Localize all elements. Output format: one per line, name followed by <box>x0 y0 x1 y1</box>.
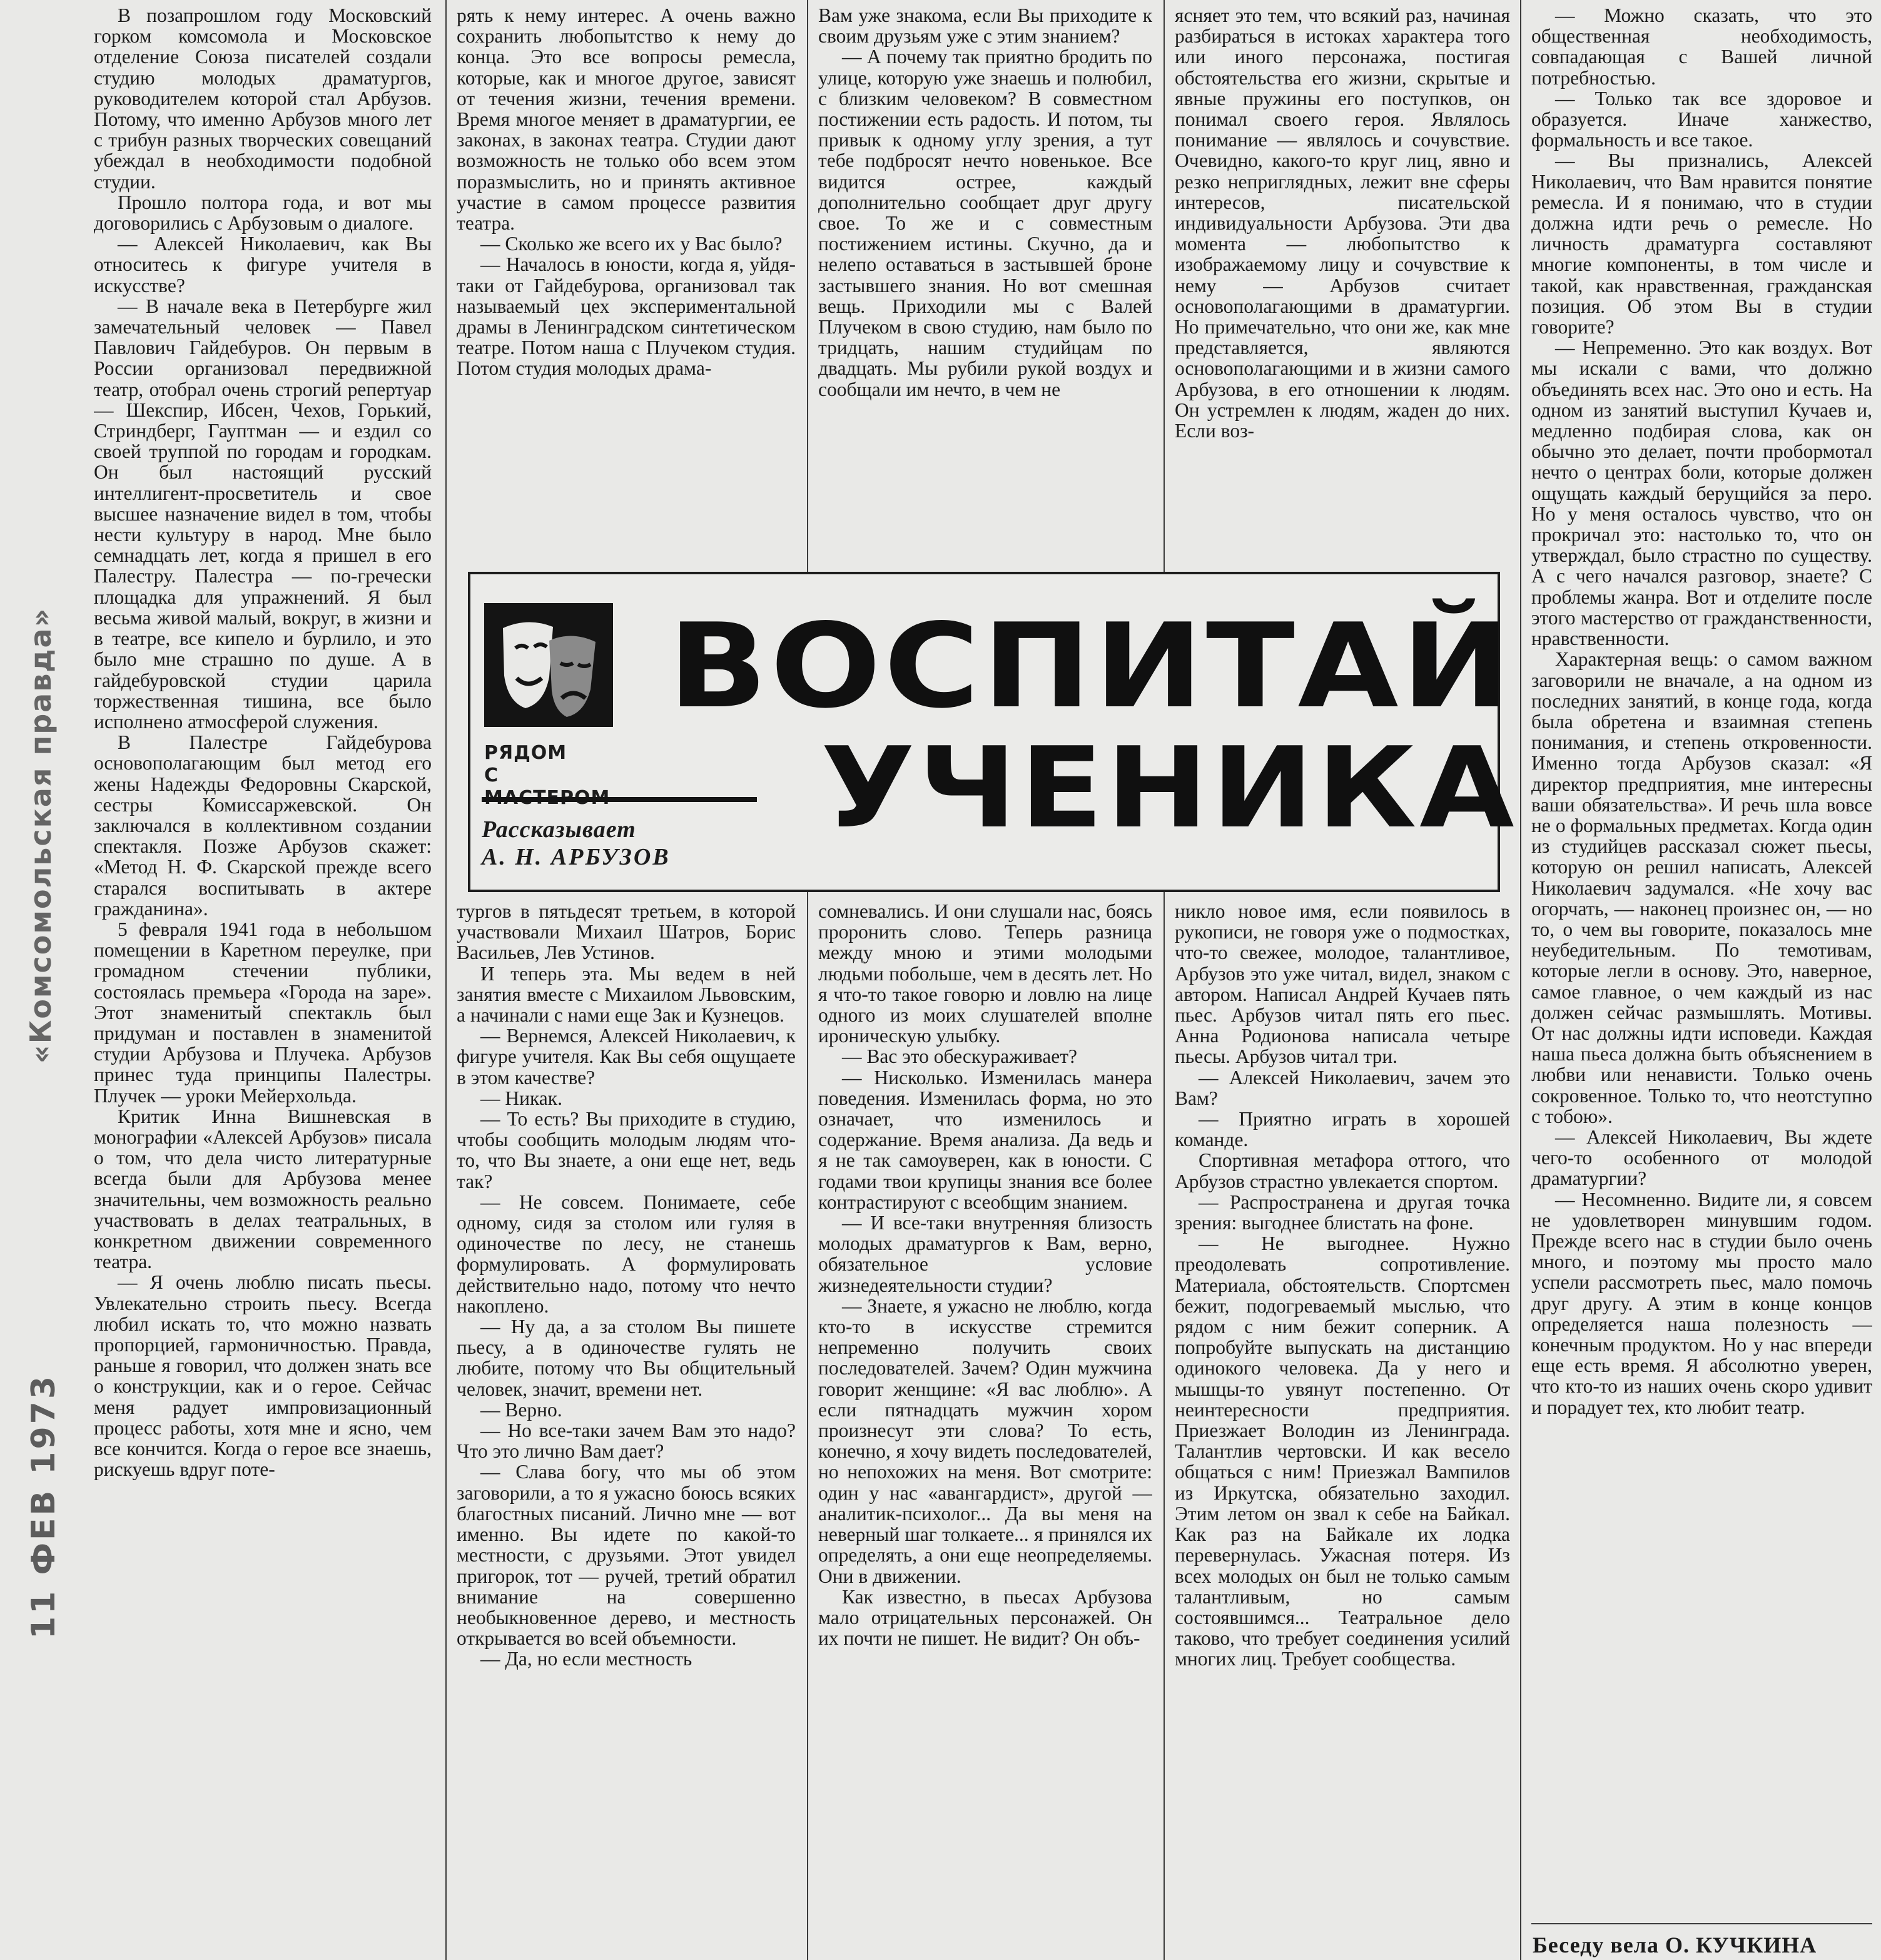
paragraph: В позапрошлом году Московский горком комсомола и Московское отделение Союза писателей создали студию молодых драматургов, руководителем которой стал Арбузов. Потому, что именно Арбузов много лет с трибун разных творческих совещаний убеждал в необходимости подобной студии. <box>94 5 432 193</box>
paragraph: — Слава богу, что мы об этом заговорили, а то я ужасно боюсь всяких благостных писаний. Лично мне — вот именно. Вы идете по какой-то местности, с друзьями. Этот увидел пригорок, тот — ручей, третий обратил внимание на совершенно необыкновенное дерево, и местность открывается во всей объемности. <box>457 1461 796 1650</box>
paragraph: — Но все-таки зачем Вам это надо? Что это лично Вам дает? <box>457 1419 796 1463</box>
column-rule <box>1164 0 1165 572</box>
paragraph: — Началось в юности, когда я, уйдя-таки от Гайдебурова, организовал так называемый цех экспериментальной драмы в Ленинградском синтетическом театре. Потом наша с Плучеком студия. Потом студия молодых драма- <box>457 253 796 380</box>
column-rule <box>1164 892 1165 1960</box>
paragraph: — И все-таки внутренняя близость молодых драматургов к Вам, верно, обязательное условие жизнедеятельности студии? <box>818 1212 1152 1296</box>
rubric-line: С <box>484 764 499 786</box>
paragraph: — Приятно играть в хорошей команде. <box>1175 1108 1510 1151</box>
paragraph: — Ну да, а за столом Вы пишете пьесу, а в одиночестве гулять не любите, потому что Вы общительный человек, значит, времени нет. <box>457 1316 796 1400</box>
theatre-masks-icon <box>484 603 613 727</box>
credit-divider <box>1531 1923 1872 1924</box>
paragraph: рять к нему интерес. А очень важно сохранить любопытство к нему до конца. Это все вопросы ремесла, которые, как и многое другое, зависят от течения жизни, течения времени. Время многое меняет в драматургии, ее законах, в законах театра. Студии дают возможность не только обо всем этом поразмыслить, но и принять активное участие в самом процессе развития театра. <box>457 5 796 235</box>
paragraph: Характерная вещь: о самом важном заговорили не вначале, а на одном из последних занятий, в конце года, когда была обретена и взаимная степень понимания, и степень откровенности. Именно тогда Арбузов сказал: «Я директор предприятия, мне интересны ваши обязательства». И речь шла вовсе не о формальных предметах. Когда один из студийцев рассказал сюжет пьесы, которую он решил написать, Алексей Николаевич задумался. «Не хочу вас огорчать, — наконец произнес он, — но то, о чем вы говорите, показалось мне неубедительным. По темотивам, которые легли в основу. Это, наверное, самое главное, о чем каждый из нас должен сейчас размышлять. Мотивы. От нас должны идти исповеди. Каждая наша пьеса должна быть объяснением в любви или ненависти. Только очень сокровенное. Только то, что неотступно с тобою». <box>1531 648 1872 1127</box>
newspaper-name-stamp: «Комсомольская правда» <box>24 607 58 1064</box>
paragraph: сомневались. И они слушали нас, боясь проронить слово. Теперь разница между мною и этими молодыми людьми побольше, чем в десять лет. Но я что-то такое говорю и ловлю на лице одного из моих слушателей вполне ироническую улыбку. <box>818 901 1152 1047</box>
article-column-5 <box>1531 5 1872 1919</box>
rubric-line: РЯДОМ <box>484 742 567 764</box>
paragraph: Критик Инна Вишневская в монографии «Алексей Арбузов» писала о том, что дела чисто литературные всегда были для Арбузова менее значительны, чем возможность реально участвовать в делах театральных, в конкретном движении современного театра. <box>94 1105 432 1273</box>
paragraph: — Знаете, я ужасно не люблю, когда кто-то в искусстве стремится непременно получить своих последователей. Зачем? Один мужчина говорит женщине: «Я вас люблю». А если пятнадцать мужчин хором произнесут эти слова? То есть, конечно, я хочу видеть последователей, но непохожих на меня. Вот смотрите: один у нас «авангардист», другой — аналитик-психолог... Да вы меня на неверный шаг толкаете... я принялся их определять, а они еще неопределяемы. Они в движении. <box>818 1294 1152 1587</box>
date-stamp: 11 ФЕВ 1973 <box>25 1373 63 1639</box>
paragraph: Спортивная метафора оттого, что Арбузов страстно увлекается спортом. <box>1175 1149 1510 1192</box>
column-rule <box>807 0 808 572</box>
paragraph: — Никак. <box>480 1087 562 1109</box>
paragraph: — Несомненно. Видите ли, я совсем не удовлетворен минувшим годом. Прежде всего нас в студии было очень много, и поэтому мы просто мало успели рассмотреть пьес, мало помочь друг другу. А этим в конце концов определяется наша полезность — конечным продуктом. Но у нас впереди еще есть время. Я абсолютно уверен, что кто-то из наших очень скоро удивит и порадует тех, кто любит театр. <box>1531 1188 1872 1418</box>
paragraph: Прошло полтора года, и вот мы договорились с Арбузовым о диалоге. <box>94 191 432 235</box>
headline-line-2: УЧЕНИКА <box>821 723 1518 853</box>
paragraph: И теперь эта. Мы ведем в ней занятия вместе с Михаилом Львовским, а начинали с нами еще Зак и Кузнецов. <box>457 962 796 1027</box>
headline-box <box>468 572 1518 892</box>
paragraph: Вам уже знакома, если Вы приходите к своим друзьям уже с этим знанием? <box>818 5 1152 48</box>
paragraph: — Вы признались, Алексей Николаевич, что Вам нравится понятие ремесла. И я понимаю, что в студии должна идти речь о ремесле. Но личность драматурга составляют многие компоненты, в том числе и такой, как нравственная, гражданская позиция. Об этом Вы в студии говорите? <box>1531 150 1872 338</box>
paragraph: — Алексей Николаевич, Вы ждете чего-то особенного от молодой драматургии? <box>1531 1125 1872 1190</box>
article-column-3-top <box>818 5 1152 568</box>
paragraph: — Можно сказать, что это общественная необходимость, совпадающая с Вашей личной потребностью. <box>1531 5 1872 89</box>
paragraph: — Алексей Николаевич, зачем это Вам? <box>1175 1066 1510 1109</box>
paragraph: — Сколько же всего их у Вас было? <box>480 233 783 255</box>
narrator-name: А. Н. АРБУЗОВ <box>482 844 671 870</box>
paragraph: — Верно. <box>480 1398 562 1421</box>
article-column-1 <box>94 5 432 1960</box>
paragraph: — А почему так приятно бродить по улице, которую уже знаешь и полюбил, с близким человеком? В совместном постижении есть радость. И потом, ты привык к одному углу зрения, а тут тебе подбросят нечто новенькое. Все видится острее, каждый дополнительно сообщает друг другу свое. То же и с совместным постижением истины. Скучно, да и нелепо оставаться в застывшей броне застывшего знания. Но вот смешная вещь. Приходили мы с Валей Плучеком в свою студию, нам было по тридцать, нашим студийцам по двадцать. Мы рубили рукой воздух и сообщали им нечто, в чем не <box>818 46 1152 400</box>
narrator-intro: Рассказывает <box>482 816 636 843</box>
paragraph: никло новое имя, если появилось в рукописи, не говоря уже о подмостках, что-то свежее, молодое, талантливое, Арбузов это уже читал, видел, знаком с автором. Написал Андрей Кучаев пять пьес. Арбузов читал пять его пьес. Анна Родионова написала четыре пьесы. Арбузов читал три. <box>1175 901 1510 1068</box>
headline-line-1: ВОСПИТАЙ <box>668 598 1513 734</box>
left-margin <box>0 0 81 1960</box>
paragraph: — Не совсем. Понимаете, себе одному, сидя за столом или гуляя в одиночестве по лесу, не станешь формулировать. А формулировать действительно надо, потому что нечто накоплено. <box>457 1191 796 1317</box>
paragraph: тургов в пятьдесят третьем, в которой участвовали Михаил Шатров, Борис Васильев, Лев Устинов. <box>457 901 796 964</box>
article-column-2-bottom <box>457 901 796 1960</box>
paragraph: — Вас это обескураживает? <box>842 1045 1077 1068</box>
paragraph: Как известно, в пьесах Арбузова мало отрицательных персонажей. Он их почти не пишет. Не видит? Он объ- <box>818 1585 1152 1650</box>
paragraph: — Непременно. Это как воздух. Вот мы искали с вами, что должно объединять всех нас. Это оно и есть. На одном из занятий выступил Кучаев и, медленно подбирая слова, как он обычно это делает, почти пробормотал нечто о центрах боли, которые должен ощущать каждый берущийся за перо. Но у меня осталось чувство, что он прокричал это: настолько то, что он утверждал, было страстно по существу. А с чего начался разговор, знаете? С проблемы жанра. Вот и отделите после этого мастерство от гражданственности, нравственности. <box>1531 337 1872 650</box>
paragraph: — Распространена и другая точка зрения: выгоднее блистать на фоне. <box>1175 1191 1510 1234</box>
paragraph: — Да, но если местность <box>480 1648 692 1670</box>
column-rule <box>445 0 447 1960</box>
paragraph: — Я очень люблю писать пьесы. Увлекательно строить пьесу. Всегда любил искать то, что можно назвать пропорцией, гармоничностью. Правда, раньше я говорил, что должен знать все о конструкции, как и о герое. Сейчас меня радует импровизационный процесс работы, хотя мне и ясно, чем все кончится. Когда о герое все знаешь, рискуешь вдруг поте- <box>94 1271 432 1481</box>
paragraph: — В начале века в Петербурге жил замечательный человек — Павел Павлович Гайдебуров. Он первым в России организовал передвижной театр, отобрал очень строгий репертуар — Шекспир, Ибсен, Чехов, Горький, Стриндберг, Гауптман — и ездил со своей труппой по городам и городкам. Он был настоящий русский интеллигент-просветитель и свое высшее назначение видел в том, чтобы нести культуру в народ. Мне было семнадцать лет, когда я пришел в его Палестру. Палестра — по-гречески площадка для упражнений. Я был весьма живой малый, вокруг, в жизни и в театре, все кипело и бурлило, и это было мне страшно по душе. А в гайдебуровской студии царила торжественная тишина, все было исполнено атмосферой служения. <box>94 295 432 733</box>
paragraph: 5 февраля 1941 года в небольшом помещении в Каретном переулке, при громадном стечении публики, состоялась премьера «Города на заре». Этот знаменитый спектакль был придуман и поставлен в знаменитой студии Арбузова и Плучека. Арбузов принес туда принципы Палестры. Плучек — уроки Мейерхольда. <box>94 918 432 1107</box>
paragraph: — То есть? Вы приходите в студию, чтобы сообщить молодым людям что-то, что Вы знаете, а они еще нет, ведь так? <box>457 1108 796 1192</box>
column-rule <box>807 892 808 1960</box>
article-column-4-top <box>1175 5 1510 568</box>
article-column-3-bottom <box>818 901 1152 1960</box>
rubric-divider <box>482 797 757 802</box>
paragraph: — Не выгоднее. Нужно преодолевать сопротивление. Материала, обстоятельств. Спортсмен бежит, подогреваемый мыслью, что рядом с ним бежит соперник. А попробуйте выпускать на дистанцию одинокого человека. Да у него и мышцы-то увянут постепенно. От неинтересности предприятия. Приезжает Володин из Ленинграда. Талантлив чертовски. И как весело общаться с ним! Приезжал Вампилов из Иркутска, обязательно заходил. Этим летом он звал к себе на Байкал. Как раз на Байкале их лодка перевернулась. Ужасная потеря. Из всех молодых он был не только самым талантливым, но самым состоявшимся... Театральное дело таково, что требует соединения усилий многих лиц. Требует сообщества. <box>1175 1232 1510 1670</box>
paragraph: В Палестре Гайдебурова основополагающим был метод его жены Надежды Федоровны Скарской, сестры Комиссаржевской. Он заключался в коллективном создании спектакля. Позже Арбузов скажет: «Метод Н. Ф. Скарской прежде всего старался воспитывать в актере гражданина». <box>94 731 432 920</box>
paragraph: — Алексей Николаевич, как Вы относитесь к фигуре учителя в искусстве? <box>94 233 432 297</box>
paragraph: ясняет это тем, что всякий раз, начиная разбираться в истоках характера того или иного персонажа, постигая обстоятельства его жизни, скрытые и явные пружины его поступков, он понимал своего героя. Являлось понимание — являлось и сочувствие. Очевидно, какого-то круг лиц, явно и резко неприглядных, лежит вне сферы интересов, писательской индивидуальности Арбузова. Эти два момента — любопытство к изображаемому лицу и сочувствие к нему — Арбузов считает основополагающими в драматургии. Но примечательно, что они же, как мне представляется, являются основополагающими и в жизни самого Арбузова, в его отношении к людям. Он устремлен к людям, жаден до них. Если воз- <box>1175 5 1510 442</box>
article-column-2-top <box>457 5 796 568</box>
column-rule <box>1520 0 1521 1960</box>
article-column-4-bottom <box>1175 901 1510 1960</box>
interview-credit: Беседу вела О. КУЧКИНА <box>1533 1932 1817 1957</box>
paragraph: — Вернемся, Алексей Николаевич, к фигуре учителя. Как Вы себя ощущаете в этом качестве? <box>457 1025 796 1089</box>
paragraph: — Нисколько. Изменилась манера поведения. Изменилась форма, но это означает, что изменилось и содержание. Время анализа. Да ведь и я не так самоуверен, как в юности. С годами твои крупицы знания все более контрастируют с всеобщим знанием. <box>818 1066 1152 1213</box>
paragraph: — Только так все здоровое и образуется. Иначе ханжество, формальность и все такое. <box>1531 87 1872 151</box>
